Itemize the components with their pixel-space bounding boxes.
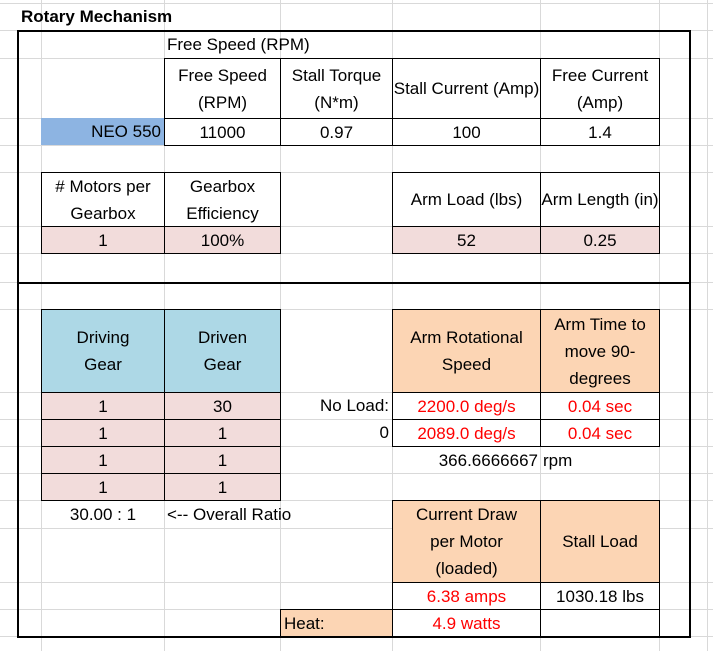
arm-rotational-speed-header[interactable]: Arm Rotational Speed (392, 309, 541, 393)
no-load-label: No Load: (320, 396, 389, 415)
free-current-value[interactable]: 1.4 (540, 118, 660, 146)
free-speed-value[interactable]: 11000 (164, 118, 281, 146)
rpm-unit-label: rpm (543, 451, 573, 470)
motors-per-gearbox-value[interactable]: 1 (41, 226, 165, 254)
motors-per-gearbox-label[interactable]: # Motors per Gearbox (41, 172, 165, 227)
heat-label: Heat: (280, 609, 393, 637)
overall-ratio-value[interactable]: 30.00 : 1 (42, 501, 164, 528)
free-speed-overflow-label: Free Speed (RPM) (167, 35, 310, 54)
loaded-speed-value[interactable]: 2089.0 deg/s (392, 419, 541, 447)
current-draw-value[interactable]: 6.38 amps (392, 582, 541, 610)
driving-gear-header[interactable]: Driving Gear (41, 309, 165, 393)
arm-load-value[interactable]: 52 (392, 226, 541, 254)
no-load-speed-value[interactable]: 2200.0 deg/s (392, 392, 541, 420)
driving-gear-2[interactable]: 1 (41, 419, 165, 447)
rpm-value[interactable]: 366.6666667 (438, 451, 538, 470)
stall-current-header[interactable]: Stall Current (Amp) (392, 58, 541, 119)
loaded-label: 0 (379, 423, 389, 442)
current-draw-header[interactable]: Current Draw per Motor (loaded) (392, 500, 541, 583)
driven-gear-2[interactable]: 1 (164, 419, 281, 447)
driven-gear-3[interactable]: 1 (164, 446, 281, 474)
driven-gear-4[interactable]: 1 (164, 473, 281, 501)
driving-gear-4[interactable]: 1 (41, 473, 165, 501)
heat-empty-cell[interactable] (540, 609, 660, 637)
free-speed-header[interactable]: Free Speed (RPM) (164, 58, 281, 119)
stall-torque-header[interactable]: Stall Torque (N*m) (280, 58, 393, 119)
stall-torque-value[interactable]: 0.97 (280, 118, 393, 146)
arm-time-header[interactable]: Arm Time to move 90-degrees (540, 309, 660, 393)
driving-gear-3[interactable]: 1 (41, 446, 165, 474)
gearbox-efficiency-value[interactable]: 100% (164, 226, 281, 254)
overall-ratio-label: <-- Overall Ratio (167, 505, 292, 524)
driven-gear-header[interactable]: Driven Gear (164, 309, 281, 393)
no-load-time-value[interactable]: 0.04 sec (540, 392, 660, 420)
driven-gear-1[interactable]: 30 (164, 392, 281, 420)
arm-load-label[interactable]: Arm Load (lbs) (392, 172, 541, 227)
arm-length-label[interactable]: Arm Length (in) (540, 172, 660, 227)
free-current-header[interactable]: Free Current (Amp) (540, 58, 660, 119)
stall-current-value[interactable]: 100 (392, 118, 541, 146)
page-title: Rotary Mechanism (21, 7, 173, 26)
heat-value[interactable]: 4.9 watts (392, 609, 541, 637)
driving-gear-1[interactable]: 1 (41, 392, 165, 420)
motor-name-cell[interactable]: NEO 550 (41, 118, 164, 145)
arm-length-value[interactable]: 0.25 (540, 226, 660, 254)
stall-load-header[interactable]: Stall Load (540, 500, 660, 583)
loaded-time-value[interactable]: 0.04 sec (540, 419, 660, 447)
gearbox-efficiency-label[interactable]: Gearbox Efficiency (164, 172, 281, 227)
stall-load-value[interactable]: 1030.18 lbs (540, 582, 660, 610)
